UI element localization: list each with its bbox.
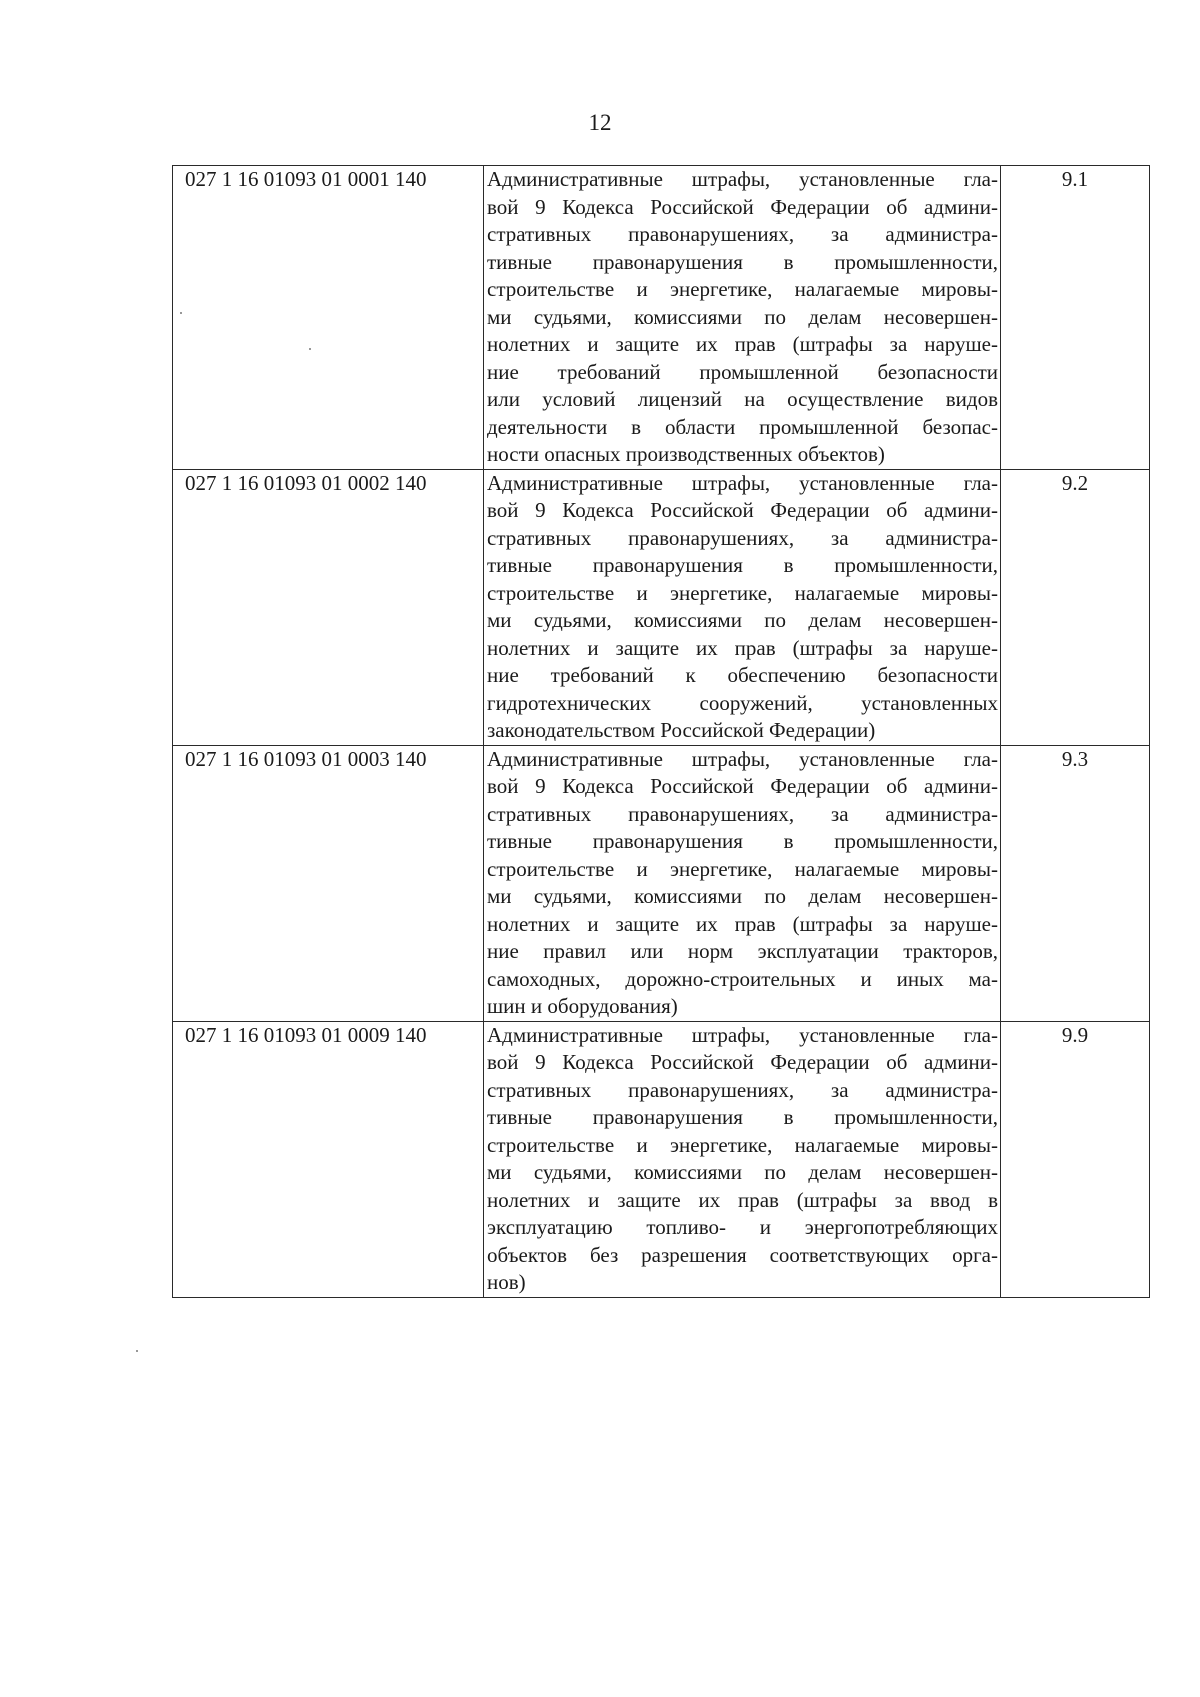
description-line: Административные штрафы, установленные гла- bbox=[487, 1022, 998, 1047]
description-line: гидротехнических сооружений, установленных bbox=[487, 690, 998, 715]
description-line: или условий лицензий на осуществление видов bbox=[487, 387, 998, 411]
description-line: тивные правонарушения в промышленности, bbox=[487, 829, 998, 853]
description-line: ние правил или норм эксплуатации тракторов, bbox=[487, 939, 998, 963]
page-number: 12 bbox=[588, 110, 612, 135]
article-cell: 9.1 bbox=[1001, 166, 1150, 470]
description-line: Административные штрафы, установленные гла- bbox=[487, 167, 998, 191]
description-line: нолетних и защите их прав (штрафы за наруше- bbox=[487, 332, 998, 356]
table-row bbox=[173, 1021, 1150, 1297]
description-line: строительстве и энергетике, налагаемые мировы- bbox=[487, 856, 998, 881]
description-line: вой 9 Кодекса Российской Федерации об админи- bbox=[487, 194, 998, 219]
code-cell: 027 1 16 01093 01 0001 140 bbox=[173, 166, 484, 470]
scan-speck bbox=[136, 1350, 138, 1352]
description-cell bbox=[484, 166, 1001, 470]
description-line: объектов без разрешения соответствующих орга- bbox=[487, 1242, 998, 1267]
description-line: нов) bbox=[487, 1270, 526, 1294]
description-line: строительстве и энергетике, налагаемые мировы- bbox=[487, 1132, 998, 1157]
description-line: ми судьями, комиссиями по делам несовершен- bbox=[487, 1160, 998, 1184]
description-line: вой 9 Кодекса Российской Федерации об админи- bbox=[487, 1050, 998, 1074]
description-line: стративных правонарушениях, за администра- bbox=[487, 801, 998, 826]
scan-speck bbox=[180, 312, 182, 314]
description-line: стративных правонарушениях, за администра- bbox=[487, 222, 998, 246]
budget-classification-table bbox=[172, 165, 1150, 1298]
code-cell: 027 1 16 01093 01 0003 140 bbox=[173, 745, 484, 1021]
description-line: нолетних и защите их прав (штрафы за наруше- bbox=[487, 911, 998, 936]
table-row bbox=[173, 469, 1150, 745]
description-line: ние требований к обеспечению безопасности bbox=[487, 663, 998, 687]
description-line: шин и оборудования) bbox=[487, 994, 678, 1018]
description-line: Административные штрафы, установленные гла- bbox=[487, 470, 998, 495]
table-body bbox=[173, 166, 1150, 1298]
description-line: ности опасных производственных объектов) bbox=[487, 442, 885, 466]
description-cell bbox=[484, 1021, 1001, 1297]
article-cell: 9.3 bbox=[1001, 745, 1150, 1021]
description-line: эксплуатацию топливо- и энергопотребляющих bbox=[487, 1215, 998, 1239]
article-cell: 9.9 bbox=[1001, 1021, 1150, 1297]
description-line: нолетних и защите их прав (штрафы за наруше- bbox=[487, 635, 998, 660]
description-line: ми судьями, комиссиями по делам несовершен- bbox=[487, 884, 998, 908]
description-line: тивные правонарушения в промышленности, bbox=[487, 553, 998, 577]
description-line: ми судьями, комиссиями по делам несовершен- bbox=[487, 608, 998, 632]
description-line: стративных правонарушениях, за администра- bbox=[487, 1077, 998, 1102]
table-row bbox=[173, 166, 1150, 470]
description-line: самоходных, дорожно-строительных и иных ма- bbox=[487, 966, 998, 991]
description-line: нолетних и защите их прав (штрафы за ввод в bbox=[487, 1187, 998, 1212]
description-cell bbox=[484, 469, 1001, 745]
article-cell: 9.2 bbox=[1001, 469, 1150, 745]
description-line: вой 9 Кодекса Российской Федерации об админи- bbox=[487, 774, 998, 798]
description-line: вой 9 Кодекса Российской Федерации об админи- bbox=[487, 498, 998, 522]
description-line: ние требований промышленной безопасности bbox=[487, 359, 998, 384]
description-line: деятельности в области промышленной безопас- bbox=[487, 414, 998, 439]
description-line: строительстве и энергетике, налагаемые мировы- bbox=[487, 277, 998, 301]
description-line: тивные правонарушения в промышленности, bbox=[487, 1105, 998, 1129]
table-row bbox=[173, 745, 1150, 1021]
code-cell: 027 1 16 01093 01 0009 140 bbox=[173, 1021, 484, 1297]
description-line: тивные правонарушения в промышленности, bbox=[487, 249, 998, 274]
description-line: Административные штрафы, установленные гла- bbox=[487, 746, 998, 771]
description-line: ми судьями, комиссиями по делам несовершен- bbox=[487, 304, 998, 329]
scan-speck bbox=[309, 348, 311, 350]
description-line: стративных правонарушениях, за администра- bbox=[487, 525, 998, 550]
description-cell bbox=[484, 745, 1001, 1021]
description-line: строительстве и энергетике, налагаемые мировы- bbox=[487, 580, 998, 605]
code-cell: 027 1 16 01093 01 0002 140 bbox=[173, 469, 484, 745]
description-line: законодательством Российской Федерации) bbox=[487, 718, 876, 742]
